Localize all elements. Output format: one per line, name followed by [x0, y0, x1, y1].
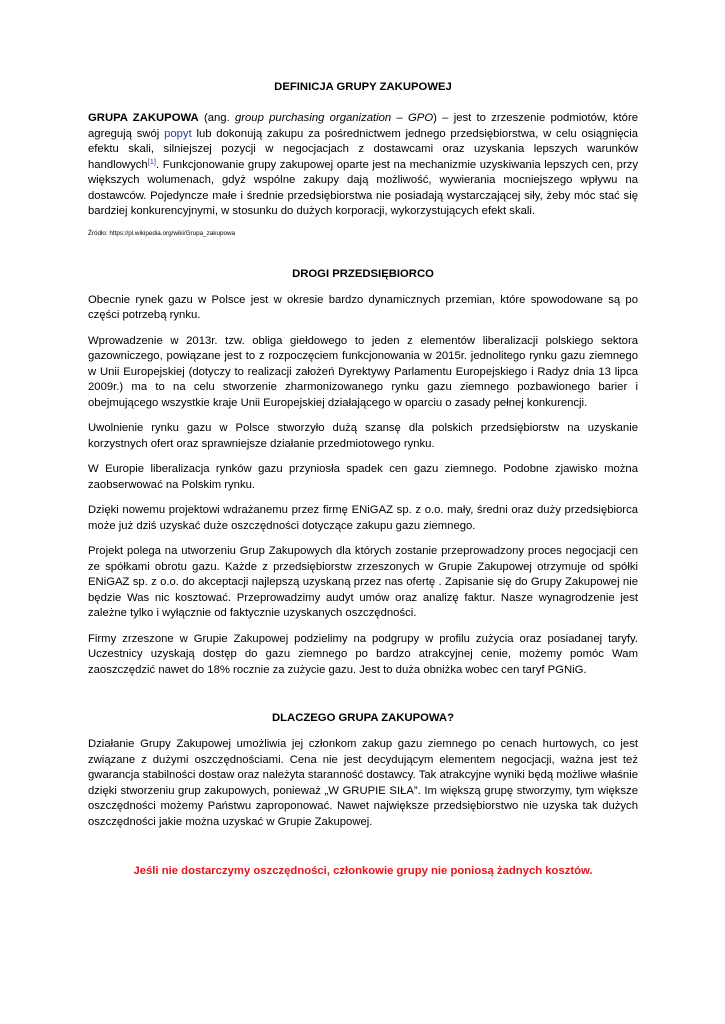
english-term: group purchasing organization – GPO [234, 112, 434, 124]
footnote-link[interactable]: [1] [147, 156, 157, 166]
text-fragment: . Funkcjonowanie grupy zakupowej oparte jest na mechanizmie uzyskiwania lepszych cen, przy większych wolumenach, gdyż wspólne zakupy dają możliwość, wywierania mocniejszego wpływu na dostawców. Pojedyncze małe i średnie przedsiębiorstwa nie posiadają wystarczającej siły, żeby móc stać się bardziej konkurencyjnymi, w stosunku do dużych korporacji, wykorzystujących [88, 158, 638, 217]
why-paragraph: Działanie Grupy Zakupowej umożliwia jej członkom zakup gazu ziemnego po cenach hurtowych, co jest związane z dużymi oszczędnościami. Cena nie jest decydującym elementem negocjacji, ważna jest też gwarancja stabilności dostaw oraz należyta staranność dostawcy. Tak atrakcyjne wyniki będą możliwe właśnie dzięki stworzeniu grup zakupowych, ponieważ „W GRUPIE SIŁA”. Im większą grupę stworzymy, tym większe oszczędności możemy Państwu zaproponować. Nawet największe przedsiębiorstwo nie uzyska tak dużych oszczędności jakie można uzyskać w Grupie Zakupowej. [88, 738, 638, 828]
document-content [88, 80, 638, 878]
text-fragment: ) – jest to zrzeszenie podmiotów, które agregują swój [88, 112, 639, 140]
link-popyt[interactable]: popyt [164, 127, 192, 140]
definition-paragraph [88, 111, 638, 220]
section-title-why: DLACZEGO GRUPA ZAKUPOWA? [272, 712, 454, 724]
paragraph-5: Dzięki nowemu projektowi wdrażanemu przez firmę ENiGAZ sp. z o.o. mały, średni oraz duży przedsiębiorca może już dziś uzyskać duże oszczędności dotyczące zakupu gazu ziemnego. [88, 504, 638, 532]
paragraph-4: W Europie liberalizacja rynków gazu przyniosła spadek cen gazu ziemnego. Podobne zjawisko można zaobserwować na Polskim rynku. [88, 463, 638, 491]
source-citation: Źródło: https://pl.wikipedia.org/wiki/Grupa_zakupowa [88, 229, 235, 237]
paragraph-3: Uwolnienie rynku gazu w Polsce stworzyło dużą szansę dla polskich przedsiębiorstw na uzyskanie korzystnych ofert oraz sprawniejsze działanie przedmiotowego rynku. [88, 422, 638, 450]
text-fragment: (ang. [198, 112, 235, 124]
section-title-entrepreneur: DROGI PRZEDSIĘBIORCO [292, 267, 434, 280]
link-efekt-skali[interactable]: efekt skali [481, 205, 532, 217]
text-fragment: . [531, 205, 536, 217]
paragraph-6: Projekt polega na utworzeniu Grup Zakupowych dla których zostanie przeprowadzony proces negocjacji cen ze spółkami obrotu gazu. Każde z przedsiębiorstw zrzeszonych w Grupie Zakupowej otrzymuje od spółki ENiGAZ sp. z o.o. do akceptacji najlepszą uzyskaną przez nas ofertę . Zapisanie się do Grupy Zakupowej nie będzie Was nic kosztować. Przeprowadzimy audyt umów oraz analizę faktur. Nasze wynagrodzenie jest zależne tylko i wyłącznie od faktycznie uzyskanych oszczędności. [88, 545, 638, 619]
term-bold: GRUPA ZAKUPOWA [88, 112, 199, 124]
text-fragment: lub dokonują zakupu za pośrednictwem jednego przedsiębiorstwa, w celu osiągnięcia efektu skali, silniejszej pozycji w negocjacjach z dostawcami oraz uzyskania lepszych warunków handlowych [88, 127, 638, 171]
guarantee-statement: Jeśli nie dostarczymy oszczędności, członkowie grupy nie poniosą żadnych kosztów. [133, 865, 593, 877]
paragraph-7: Firmy zrzeszone w Grupie Zakupowej podzielimy na podgrupy w profilu zużycia oraz posiadanej taryfy. Uczestnicy uzyskają dostęp do gazu ziemnego po bardzo atrakcyjnej cenie, możemy pomóc Wam zaoszczędzić nawet do 18% rocznie za zużycie gazu. Jest to duża obniżka wobec cen taryf PGNiG. [88, 632, 638, 676]
paragraph-2: Wprowadzenie w 2013r. tzw. obliga giełdowego to jeden z elementów liberalizacji polskiego sektora gazowniczego, powiązane jest to z rozpoczęciem funkcjonowania w 2015r. jednolitego rynku gazu ziemnego w Unii Europejskiej (dotyczy to realizacji założeń Dyrektywy Parlamentu Europejskiego i Radyz dnia 13 lipca 2009r.) ma to na celu stworzenie zharmonizowanego rynku gazu ziemnego pozbawionego barier i obejmującego wszystkie kraje Unii Europejskiej działającego w oparciu o zasady pełnej konkurencji. [88, 334, 638, 409]
section-title-definition: DEFINICJA GRUPY ZAKUPOWEJ [274, 81, 452, 93]
paragraph-1: Obecnie rynek gazu w Polsce jest w okresie bardzo dynamicznych przemian, które spowodowane są po części potrzebą rynku. [88, 293, 638, 321]
